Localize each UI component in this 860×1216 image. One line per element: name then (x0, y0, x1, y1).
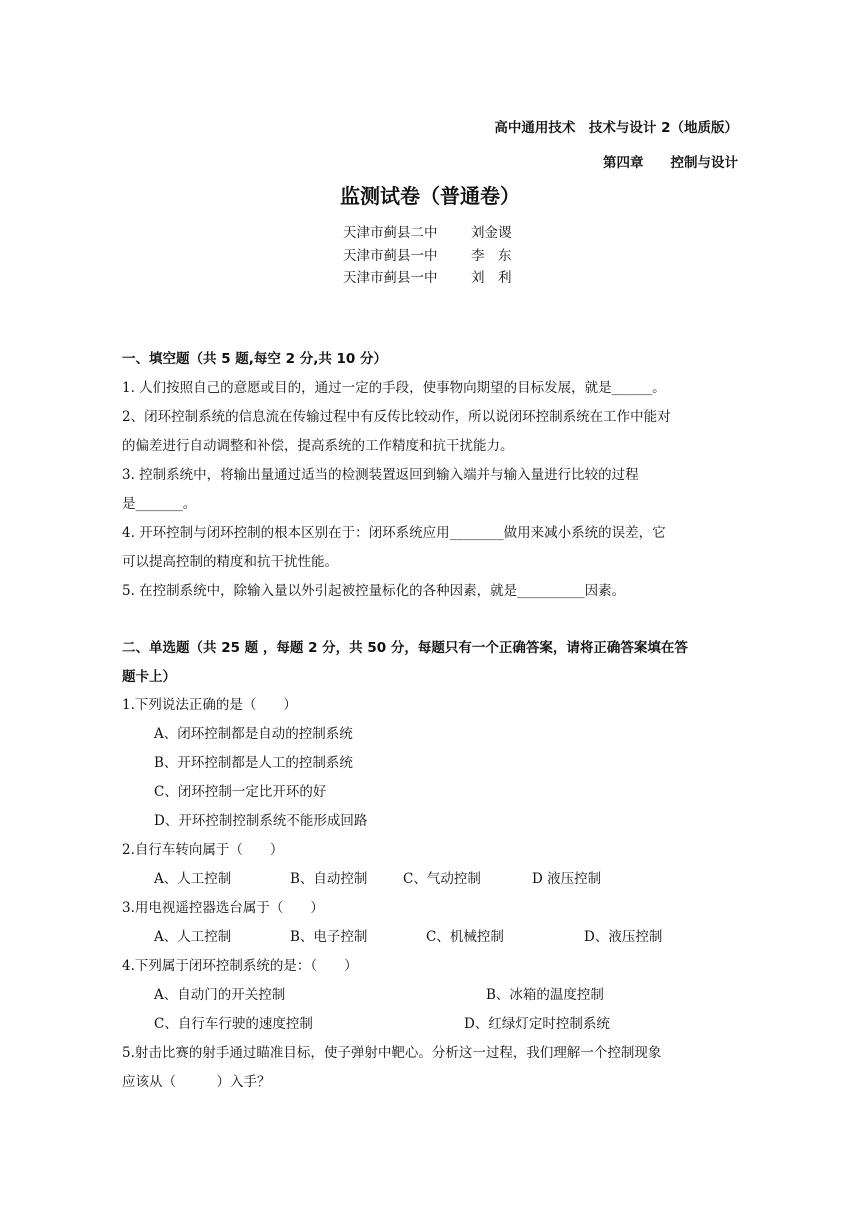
author-name: 李 东 (471, 248, 512, 264)
option-c: C、机械控制 (426, 929, 504, 945)
option-b: B、开环控制都是人工的控制系统 (154, 755, 353, 771)
option-b: B、自动控制 (290, 871, 368, 887)
option-d: D、液压控制 (584, 929, 663, 945)
question-stem-cont: 应该从（ ）入手？ (122, 1074, 271, 1090)
option-d: D 液压控制 (532, 871, 602, 887)
option-c: C、闭环控制一定比开环的好 (154, 784, 327, 800)
section1-line: 3. 控制系统中，将输出量通过适当的检测装置返回到输入端并与输入量进行比较的过程 (122, 467, 639, 483)
section1-line: 5. 在控制系统中，除输入量以外引起被控量标化的各种因素，就是__________因素。 (122, 583, 626, 599)
author-line (343, 244, 512, 264)
option-c: C、自行车行驶的速度控制 (154, 1016, 313, 1032)
question-stem: 4.下列属于闭环控制系统的是：（ ） (122, 958, 358, 974)
option-a: A、自动门的开关控制 (154, 987, 286, 1003)
section1-line: 2、闭环控制系统的信息流在传输过程中有反传比较动作，所以说闭环控制系统在工作中能对 (122, 409, 671, 425)
section1-heading: 一、填空题（共 5 题,每空 2 分,共 10 分） (122, 351, 388, 367)
section1-line: 1. 人们按照自己的意愿或目的，通过一定的手段，使事物向期望的目标发展，就是______。 (122, 380, 666, 396)
question-stem: 2.自行车转向属于（ ） (122, 842, 284, 858)
author-school: 天津市蓟县二中 (343, 225, 438, 241)
option-b: B、电子控制 (290, 929, 368, 945)
author-line (343, 221, 512, 241)
author-school: 天津市蓟县一中 (343, 248, 438, 264)
author-name: 刘金谡 (471, 225, 512, 241)
option-b: B、冰箱的温度控制 (486, 987, 604, 1003)
section2-heading-cont: 题卡上） (122, 669, 176, 685)
section1-line: 的偏差进行自动调整和补偿，提高系统的工作精度和抗干扰能力。 (122, 438, 514, 454)
author-line (343, 266, 512, 286)
author-name: 刘 利 (471, 270, 512, 286)
page-title: 监测试卷（普通卷） (340, 184, 520, 208)
question-stem: 1.下列说法正确的是（ ） (122, 697, 297, 713)
course-header: 高中通用技术 技术与设计 2（地质版） (494, 120, 738, 136)
option-a: A、人工控制 (154, 929, 232, 945)
option-c: C、气动控制 (403, 871, 481, 887)
question-stem: 3.用电视遥控器选台属于（ ） (122, 900, 324, 916)
option-d: D、红绿灯定时控制系统 (464, 1016, 610, 1032)
section1-line: 4. 开环控制与闭环控制的根本区别在于：闭环系统应用________做用来减小系统的误差，它 (122, 525, 666, 541)
section1-line: 是_______。 (122, 496, 197, 512)
author-school: 天津市蓟县一中 (343, 270, 438, 286)
option-a: A、闭环控制都是自动的控制系统 (154, 726, 353, 742)
option-a: A、人工控制 (154, 871, 232, 887)
section1-line: 可以提高控制的精度和抗干扰性能。 (122, 554, 338, 570)
section2-heading: 二、单选题（共 25 题 ，每题 2 分，共 50 分，每题只有一个正确答案，请将正确答案填在答 (122, 640, 688, 656)
question-stem: 5.射击比赛的射手通过瞄准目标，使子弹射中靶心。分析这一过程，我们理解一个控制现象 (122, 1045, 662, 1061)
chapter-header: 第四章 控制与设计 (603, 155, 738, 171)
option-d: D、开环控制控制系统不能形成回路 (154, 813, 368, 829)
